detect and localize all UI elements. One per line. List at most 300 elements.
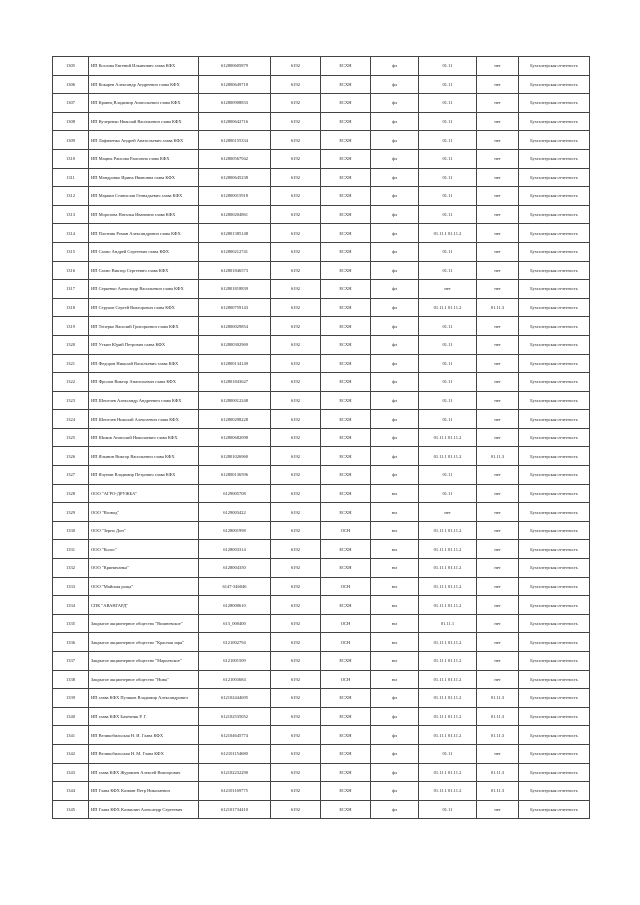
tax-regime-cell: ЕСХН	[321, 744, 371, 763]
organization-name: СПК "АВАНГАРД"	[89, 596, 199, 615]
okved-cell: 6192	[271, 521, 321, 540]
report-type-cell: Бухгалтерская отчетность	[519, 800, 590, 819]
inn-cell: 612101154680	[199, 744, 271, 763]
entity-type-cell: фл	[371, 280, 419, 299]
entity-type-cell: фл	[371, 391, 419, 410]
report-type-cell: Бухгалтерская отчетность	[519, 298, 590, 317]
tax-regime-cell: ЕСХН	[321, 503, 371, 522]
activity-code-cell: 01.11	[419, 112, 477, 131]
okved-cell: 6192	[271, 540, 321, 559]
extra-code-cell: 01.11.3	[477, 726, 519, 745]
table-row	[53, 484, 590, 503]
inn-cell: 612800204861	[199, 205, 271, 224]
extra-code-cell: нет	[477, 521, 519, 540]
report-type-cell: Бухгалтерская отчетность	[519, 577, 590, 596]
tax-regime-cell: ЕСХН	[321, 205, 371, 224]
registry-table	[52, 56, 590, 819]
tax-regime-cell: ЕСХН	[321, 224, 371, 243]
report-type-cell: Бухгалтерская отчетность	[519, 652, 590, 671]
row-number: 1306	[53, 75, 89, 94]
organization-name: ИП Шепелев Николай Алексеевич глава КФХ	[89, 410, 199, 429]
activity-code-cell: нет	[419, 280, 477, 299]
row-number: 1340	[53, 707, 89, 726]
entity-type-cell: фл	[371, 447, 419, 466]
extra-code-cell: нет	[477, 168, 519, 187]
inn-cell: 612800015918	[199, 187, 271, 206]
extra-code-cell: нет	[477, 559, 519, 578]
tax-regime-cell: ОСН	[321, 670, 371, 689]
row-number: 1305	[53, 57, 89, 76]
row-number: 1310	[53, 149, 89, 168]
extra-code-cell: нет	[477, 410, 519, 429]
report-type-cell: Бухгалтерская отчетность	[519, 224, 590, 243]
organization-name: ООО "Колос"	[89, 540, 199, 559]
report-type-cell: Бухгалтерская отчетность	[519, 503, 590, 522]
report-type-cell: Бухгалтерская отчетность	[519, 726, 590, 745]
activity-code-cell: 01.11	[419, 744, 477, 763]
organization-name: ИП Мацюк Раисова Раисовна глава КФХ	[89, 149, 199, 168]
entity-type-cell: фл	[371, 335, 419, 354]
tax-regime-cell: ЕСХН	[321, 726, 371, 745]
report-type-cell: Бухгалтерская отчетность	[519, 242, 590, 261]
okved-cell: 6192	[271, 187, 321, 206]
row-number: 1337	[53, 652, 89, 671]
entity-type-cell: фл	[371, 466, 419, 485]
extra-code-cell: нет	[477, 187, 519, 206]
okved-cell: 6192	[271, 57, 321, 76]
row-number: 1317	[53, 280, 89, 299]
report-type-cell: Бухгалтерская отчетность	[519, 391, 590, 410]
row-number: 1326	[53, 447, 89, 466]
okved-cell: 6192	[271, 112, 321, 131]
table-row	[53, 503, 590, 522]
report-type-cell: Бухгалтерская отчетность	[519, 633, 590, 652]
okved-cell: 6192	[271, 484, 321, 503]
organization-name: ИП Теперко Василий Григорьевич глава КФХ	[89, 317, 199, 336]
inn-cell: 612800605879	[199, 57, 271, 76]
row-number: 1328	[53, 484, 89, 503]
extra-code-cell: нет	[477, 280, 519, 299]
table-row	[53, 168, 590, 187]
organization-name: ИП Ялынин Виктор Васильевич глава КФХ	[89, 447, 199, 466]
entity-type-cell: фл	[371, 707, 419, 726]
organization-name: ИП глава КФХ Журавлев Алексей Викторович	[89, 763, 199, 782]
inn-cell: 612102535052	[199, 707, 271, 726]
tax-regime-cell: ЕСХН	[321, 373, 371, 392]
entity-type-cell: юл	[371, 540, 419, 559]
okved-cell: 6192	[271, 652, 321, 671]
table-body	[53, 57, 590, 819]
organization-name: ИП Глава КФХ Казмалин Александр Сергеевич	[89, 800, 199, 819]
inn-cell: 612800155334	[199, 131, 271, 150]
report-type-cell: Бухгалтерская отчетность	[519, 447, 590, 466]
extra-code-cell: нет	[477, 373, 519, 392]
row-number: 1319	[53, 317, 89, 336]
activity-code-cell: 01.11	[419, 317, 477, 336]
table-row	[53, 559, 590, 578]
organization-name: ИП Кравец Владимир Анатольевич глава КФХ	[89, 94, 199, 113]
okved-cell: 6192	[271, 261, 321, 280]
row-number: 1334	[53, 596, 89, 615]
activity-code-cell: 01.11	[419, 484, 477, 503]
activity-code-cell: 01.11	[419, 149, 477, 168]
entity-type-cell: фл	[371, 168, 419, 187]
organization-name: ООО "АГРО-ДРУЖБА"	[89, 484, 199, 503]
row-number: 1341	[53, 726, 89, 745]
report-type-cell: Бухгалтерская отчетность	[519, 466, 590, 485]
activity-code-cell: 01.11	[419, 466, 477, 485]
row-number: 1335	[53, 614, 89, 633]
entity-type-cell: фл	[371, 242, 419, 261]
okved-cell: 6192	[271, 707, 321, 726]
okved-cell: 6192	[271, 763, 321, 782]
entity-type-cell: юл	[371, 484, 419, 503]
extra-code-cell: 01.11.3	[477, 447, 519, 466]
table-row	[53, 428, 590, 447]
inn-cell: 612800302969	[199, 335, 271, 354]
okved-cell: 6192	[271, 224, 321, 243]
report-type-cell: Бухгалтерская отчетность	[519, 131, 590, 150]
activity-code-cell: 01.11.1 01.11.2	[419, 689, 477, 708]
okved-cell: 6192	[271, 559, 321, 578]
tax-regime-cell: ЕСХН	[321, 596, 371, 615]
inn-cell: 612101734410	[199, 800, 271, 819]
table-row	[53, 149, 590, 168]
entity-type-cell: фл	[371, 224, 419, 243]
report-type-cell: Бухгалтерская отчетность	[519, 559, 590, 578]
tax-regime-cell: ЕСХН	[321, 652, 371, 671]
row-number: 1324	[53, 410, 89, 429]
organization-name: ИП Серкенко Александр Васильевич глава КФХ	[89, 280, 199, 299]
organization-name: ИП Маркин Станислав Геннадьевич глава КФХ	[89, 187, 199, 206]
table-row	[53, 596, 590, 615]
activity-code-cell: 01.11	[419, 410, 477, 429]
entity-type-cell: фл	[371, 94, 419, 113]
okved-cell: 6192	[271, 391, 321, 410]
okved-cell: 6192	[271, 744, 321, 763]
activity-code-cell: 01.11	[419, 94, 477, 113]
activity-code-cell: 01.11	[419, 242, 477, 261]
organization-name: ИП Шепелев Александр Андреевич глава КФХ	[89, 391, 199, 410]
organization-name: Закрытое акционерное общество "Красная заря"	[89, 633, 199, 652]
activity-code-cell: 01.11	[419, 57, 477, 76]
extra-code-cell: нет	[477, 800, 519, 819]
document-page	[52, 56, 589, 819]
organization-name: ИП Сахно Виктор Сергеевич глава КФХ	[89, 261, 199, 280]
table-row	[53, 670, 590, 689]
tax-regime-cell: ЕСХН	[321, 354, 371, 373]
row-number: 1315	[53, 242, 89, 261]
table-row	[53, 242, 590, 261]
table-row	[53, 763, 590, 782]
row-number: 1333	[53, 577, 89, 596]
entity-type-cell: юл	[371, 577, 419, 596]
tax-regime-cell: ЕСХН	[321, 800, 371, 819]
table-row	[53, 577, 590, 596]
organization-name: ИП Плотник Роман Александрович глава КФХ	[89, 224, 199, 243]
okved-cell: 6192	[271, 670, 321, 689]
tax-regime-cell: ЕСХН	[321, 391, 371, 410]
inn-cell: 612801846573	[199, 261, 271, 280]
row-number: 1313	[53, 205, 89, 224]
okved-cell: 6192	[271, 466, 321, 485]
entity-type-cell: фл	[371, 726, 419, 745]
tax-regime-cell: ЕСХН	[321, 298, 371, 317]
report-type-cell: Бухгалтерская отчетность	[519, 75, 590, 94]
tax-regime-cell: ЕСХН	[321, 335, 371, 354]
row-number: 1314	[53, 224, 89, 243]
table-row	[53, 57, 590, 76]
row-number: 1329	[53, 503, 89, 522]
activity-code-cell: 01.11.1 01.11.2	[419, 577, 477, 596]
activity-code-cell: 01.11.1 01.11.2	[419, 521, 477, 540]
activity-code-cell: 01.11	[419, 75, 477, 94]
table-row	[53, 187, 590, 206]
activity-code-cell: 01.11	[419, 205, 477, 224]
okved-cell: 6192	[271, 298, 321, 317]
row-number: 1307	[53, 94, 89, 113]
organization-name: ИП Ялунин Владимир Петрович глава КФХ	[89, 466, 199, 485]
extra-code-cell: нет	[477, 503, 519, 522]
table-row	[53, 298, 590, 317]
activity-code-cell: 01.11	[419, 168, 477, 187]
inn-cell: 612801818839	[199, 280, 271, 299]
row-number: 1331	[53, 540, 89, 559]
activity-code-cell: 01.11.1 01.11.2	[419, 782, 477, 801]
table-row	[53, 466, 590, 485]
activity-code-cell: 01.11.1 01.11.2	[419, 298, 477, 317]
extra-code-cell: нет	[477, 670, 519, 689]
tax-regime-cell: ЕСХН	[321, 242, 371, 261]
inn-cell: 612800642716	[199, 112, 271, 131]
table-row	[53, 410, 590, 429]
activity-code-cell: 01.11.1 01.11.2	[419, 224, 477, 243]
organization-name: ООО "Майская роща"	[89, 577, 199, 596]
activity-code-cell: 01.11.1 01.11.2	[419, 596, 477, 615]
entity-type-cell: фл	[371, 317, 419, 336]
tax-regime-cell: ЕСХН	[321, 707, 371, 726]
table-row	[53, 391, 590, 410]
inn-cell: 6121003684	[199, 670, 271, 689]
tax-regime-cell: ОСН	[321, 577, 371, 596]
organization-name: ИП Сахно Андрей Сергеевич глава КФХ	[89, 242, 199, 261]
row-number: 1339	[53, 689, 89, 708]
inn-cell: 612800567942	[199, 149, 271, 168]
table-row	[53, 131, 590, 150]
tax-regime-cell: ЕСХН	[321, 149, 371, 168]
extra-code-cell: 01.11.3	[477, 707, 519, 726]
okved-cell: 6192	[271, 354, 321, 373]
report-type-cell: Бухгалтерская отчетность	[519, 540, 590, 559]
table-row	[53, 94, 590, 113]
tax-regime-cell: ЕСХН	[321, 57, 371, 76]
row-number: 1342	[53, 744, 89, 763]
row-number: 1316	[53, 261, 89, 280]
okved-cell: 6192	[271, 205, 321, 224]
tax-regime-cell: ЕСХН	[321, 540, 371, 559]
extra-code-cell: нет	[477, 317, 519, 336]
okved-cell: 6192	[271, 131, 321, 150]
report-type-cell: Бухгалтерская отчетность	[519, 112, 590, 131]
organization-name: ИП Кокарев Александр Андреевич глава КФХ	[89, 75, 199, 94]
row-number: 1336	[53, 633, 89, 652]
entity-type-cell: фл	[371, 763, 419, 782]
extra-code-cell: нет	[477, 652, 519, 671]
entity-type-cell: юл	[371, 614, 419, 633]
report-type-cell: Бухгалтерская отчетность	[519, 354, 590, 373]
extra-code-cell: нет	[477, 596, 519, 615]
okved-cell: 6192	[271, 242, 321, 261]
activity-code-cell: 01.11	[419, 187, 477, 206]
tax-regime-cell: ЕСХН	[321, 559, 371, 578]
row-number: 1318	[53, 298, 89, 317]
activity-code-cell: 01.11.1 01.11.2	[419, 763, 477, 782]
activity-code-cell: 01.11	[419, 373, 477, 392]
report-type-cell: Бухгалтерская отчетность	[519, 410, 590, 429]
tax-regime-cell: ЕСХН	[321, 410, 371, 429]
row-number: 1320	[53, 335, 89, 354]
inn-cell: 6121002794	[199, 633, 271, 652]
entity-type-cell: юл	[371, 652, 419, 671]
okved-cell: 6192	[271, 782, 321, 801]
report-type-cell: Бухгалтерская отчетность	[519, 689, 590, 708]
table-row	[53, 112, 590, 131]
entity-type-cell: фл	[371, 205, 419, 224]
organization-name: ИП Глава КФХ Казмин Петр Николаевич	[89, 782, 199, 801]
entity-type-cell: фл	[371, 187, 419, 206]
extra-code-cell: нет	[477, 242, 519, 261]
extra-code-cell: нет	[477, 205, 519, 224]
organization-name: ИП Лафиченко Андрей Анатольевич глава КФХ	[89, 131, 199, 150]
report-type-cell: Бухгалтерская отчетность	[519, 373, 590, 392]
extra-code-cell: нет	[477, 614, 519, 633]
report-type-cell: Бухгалтерская отчетность	[519, 521, 590, 540]
table-row	[53, 447, 590, 466]
okved-cell: 6192	[271, 633, 321, 652]
extra-code-cell: нет	[477, 131, 519, 150]
report-type-cell: Бухгалтерская отчетность	[519, 763, 590, 782]
extra-code-cell: нет	[477, 94, 519, 113]
table-row	[53, 540, 590, 559]
table-row	[53, 373, 590, 392]
table-row	[53, 614, 590, 633]
report-type-cell: Бухгалтерская отчетность	[519, 205, 590, 224]
report-type-cell: Бухгалтерская отчетность	[519, 428, 590, 447]
inn-cell: 612800136596	[199, 466, 271, 485]
activity-code-cell: 01.11.1	[419, 614, 477, 633]
organization-name: ИП Великобильская Н. М. Глава КФХ	[89, 744, 199, 763]
table-row	[53, 726, 590, 745]
activity-code-cell: 01.11.1 01.11.2	[419, 633, 477, 652]
organization-name: ИП Великобильская Н. И. Глава КФХ	[89, 726, 199, 745]
inn-cell: 612800759143	[199, 298, 271, 317]
report-type-cell: Бухгалтерская отчетность	[519, 187, 590, 206]
okved-cell: 6192	[271, 335, 321, 354]
row-number: 1323	[53, 391, 89, 410]
report-type-cell: Бухгалтерская отчетность	[519, 782, 590, 801]
okved-cell: 6192	[271, 689, 321, 708]
inn-cell: 6147-346046	[199, 577, 271, 596]
entity-type-cell: фл	[371, 75, 419, 94]
row-number: 1311	[53, 168, 89, 187]
activity-code-cell: 01.11.1 01.11.2	[419, 428, 477, 447]
inn-cell: 6121001509	[199, 652, 271, 671]
row-number: 1321	[53, 354, 89, 373]
table-row	[53, 317, 590, 336]
row-number: 1344	[53, 782, 89, 801]
extra-code-cell: нет	[477, 484, 519, 503]
entity-type-cell: юл	[371, 503, 419, 522]
table-row	[53, 335, 590, 354]
tax-regime-cell: ЕСХН	[321, 280, 371, 299]
table-row	[53, 652, 590, 671]
extra-code-cell: нет	[477, 261, 519, 280]
report-type-cell: Бухгалтерская отчетность	[519, 317, 590, 336]
inn-cell: 612102232290	[199, 763, 271, 782]
okved-cell: 6192	[271, 410, 321, 429]
okved-cell: 6192	[271, 447, 321, 466]
activity-code-cell: 01.11	[419, 335, 477, 354]
extra-code-cell: нет	[477, 354, 519, 373]
report-type-cell: Бухгалтерская отчетность	[519, 57, 590, 76]
tax-regime-cell: ЕСХН	[321, 131, 371, 150]
table-row	[53, 521, 590, 540]
extra-code-cell: нет	[477, 633, 519, 652]
okved-cell: 6192	[271, 94, 321, 113]
organization-name: ИП Фролов Виктор Анатольевич глава КФХ	[89, 373, 199, 392]
extra-code-cell: нет	[477, 744, 519, 763]
organization-name: ИП глава КФХ Бачечник Р. Г.	[89, 707, 199, 726]
organization-name: ИП Шиков Анатолий Николаевич глава КФХ	[89, 428, 199, 447]
inn-cell: 612800012248	[199, 391, 271, 410]
extra-code-cell: нет	[477, 466, 519, 485]
entity-type-cell: фл	[371, 112, 419, 131]
table-row	[53, 633, 590, 652]
tax-regime-cell: ЕСХН	[321, 763, 371, 782]
activity-code-cell: 01.11.1 01.11.2	[419, 652, 477, 671]
extra-code-cell: нет	[477, 149, 519, 168]
entity-type-cell: фл	[371, 744, 419, 763]
organization-name: ИП Струков Сергей Викторович глава КФХ	[89, 298, 199, 317]
inn-cell: 6128001998	[199, 521, 271, 540]
entity-type-cell: фл	[371, 800, 419, 819]
organization-name: ИП Уткин Юрий Петрович глава КФХ	[89, 335, 199, 354]
entity-type-cell: фл	[371, 298, 419, 317]
table-row	[53, 261, 590, 280]
inn-cell: 612104645774	[199, 726, 271, 745]
table-row	[53, 782, 590, 801]
activity-code-cell: нет	[419, 503, 477, 522]
table-row	[53, 707, 590, 726]
extra-code-cell: 01.11.3	[477, 782, 519, 801]
activity-code-cell: 01.11	[419, 131, 477, 150]
organization-name: ООО "Криничанка"	[89, 559, 199, 578]
okved-cell: 6192	[271, 168, 321, 187]
extra-code-cell: нет	[477, 112, 519, 131]
inn-cell: 6128004350	[199, 559, 271, 578]
extra-code-cell: нет	[477, 577, 519, 596]
table-row	[53, 744, 590, 763]
report-type-cell: Бухгалтерская отчетность	[519, 168, 590, 187]
tax-regime-cell: ОСН	[321, 614, 371, 633]
inn-cell: 613_000400	[199, 614, 271, 633]
organization-name: ИП глава КФХ Пузиков Владимир Александрович	[89, 689, 199, 708]
organization-name: Закрытое акционерное общество "Вишневское"	[89, 614, 199, 633]
table-row	[53, 280, 590, 299]
okved-cell: 6192	[271, 503, 321, 522]
entity-type-cell: фл	[371, 57, 419, 76]
okved-cell: 6192	[271, 596, 321, 615]
